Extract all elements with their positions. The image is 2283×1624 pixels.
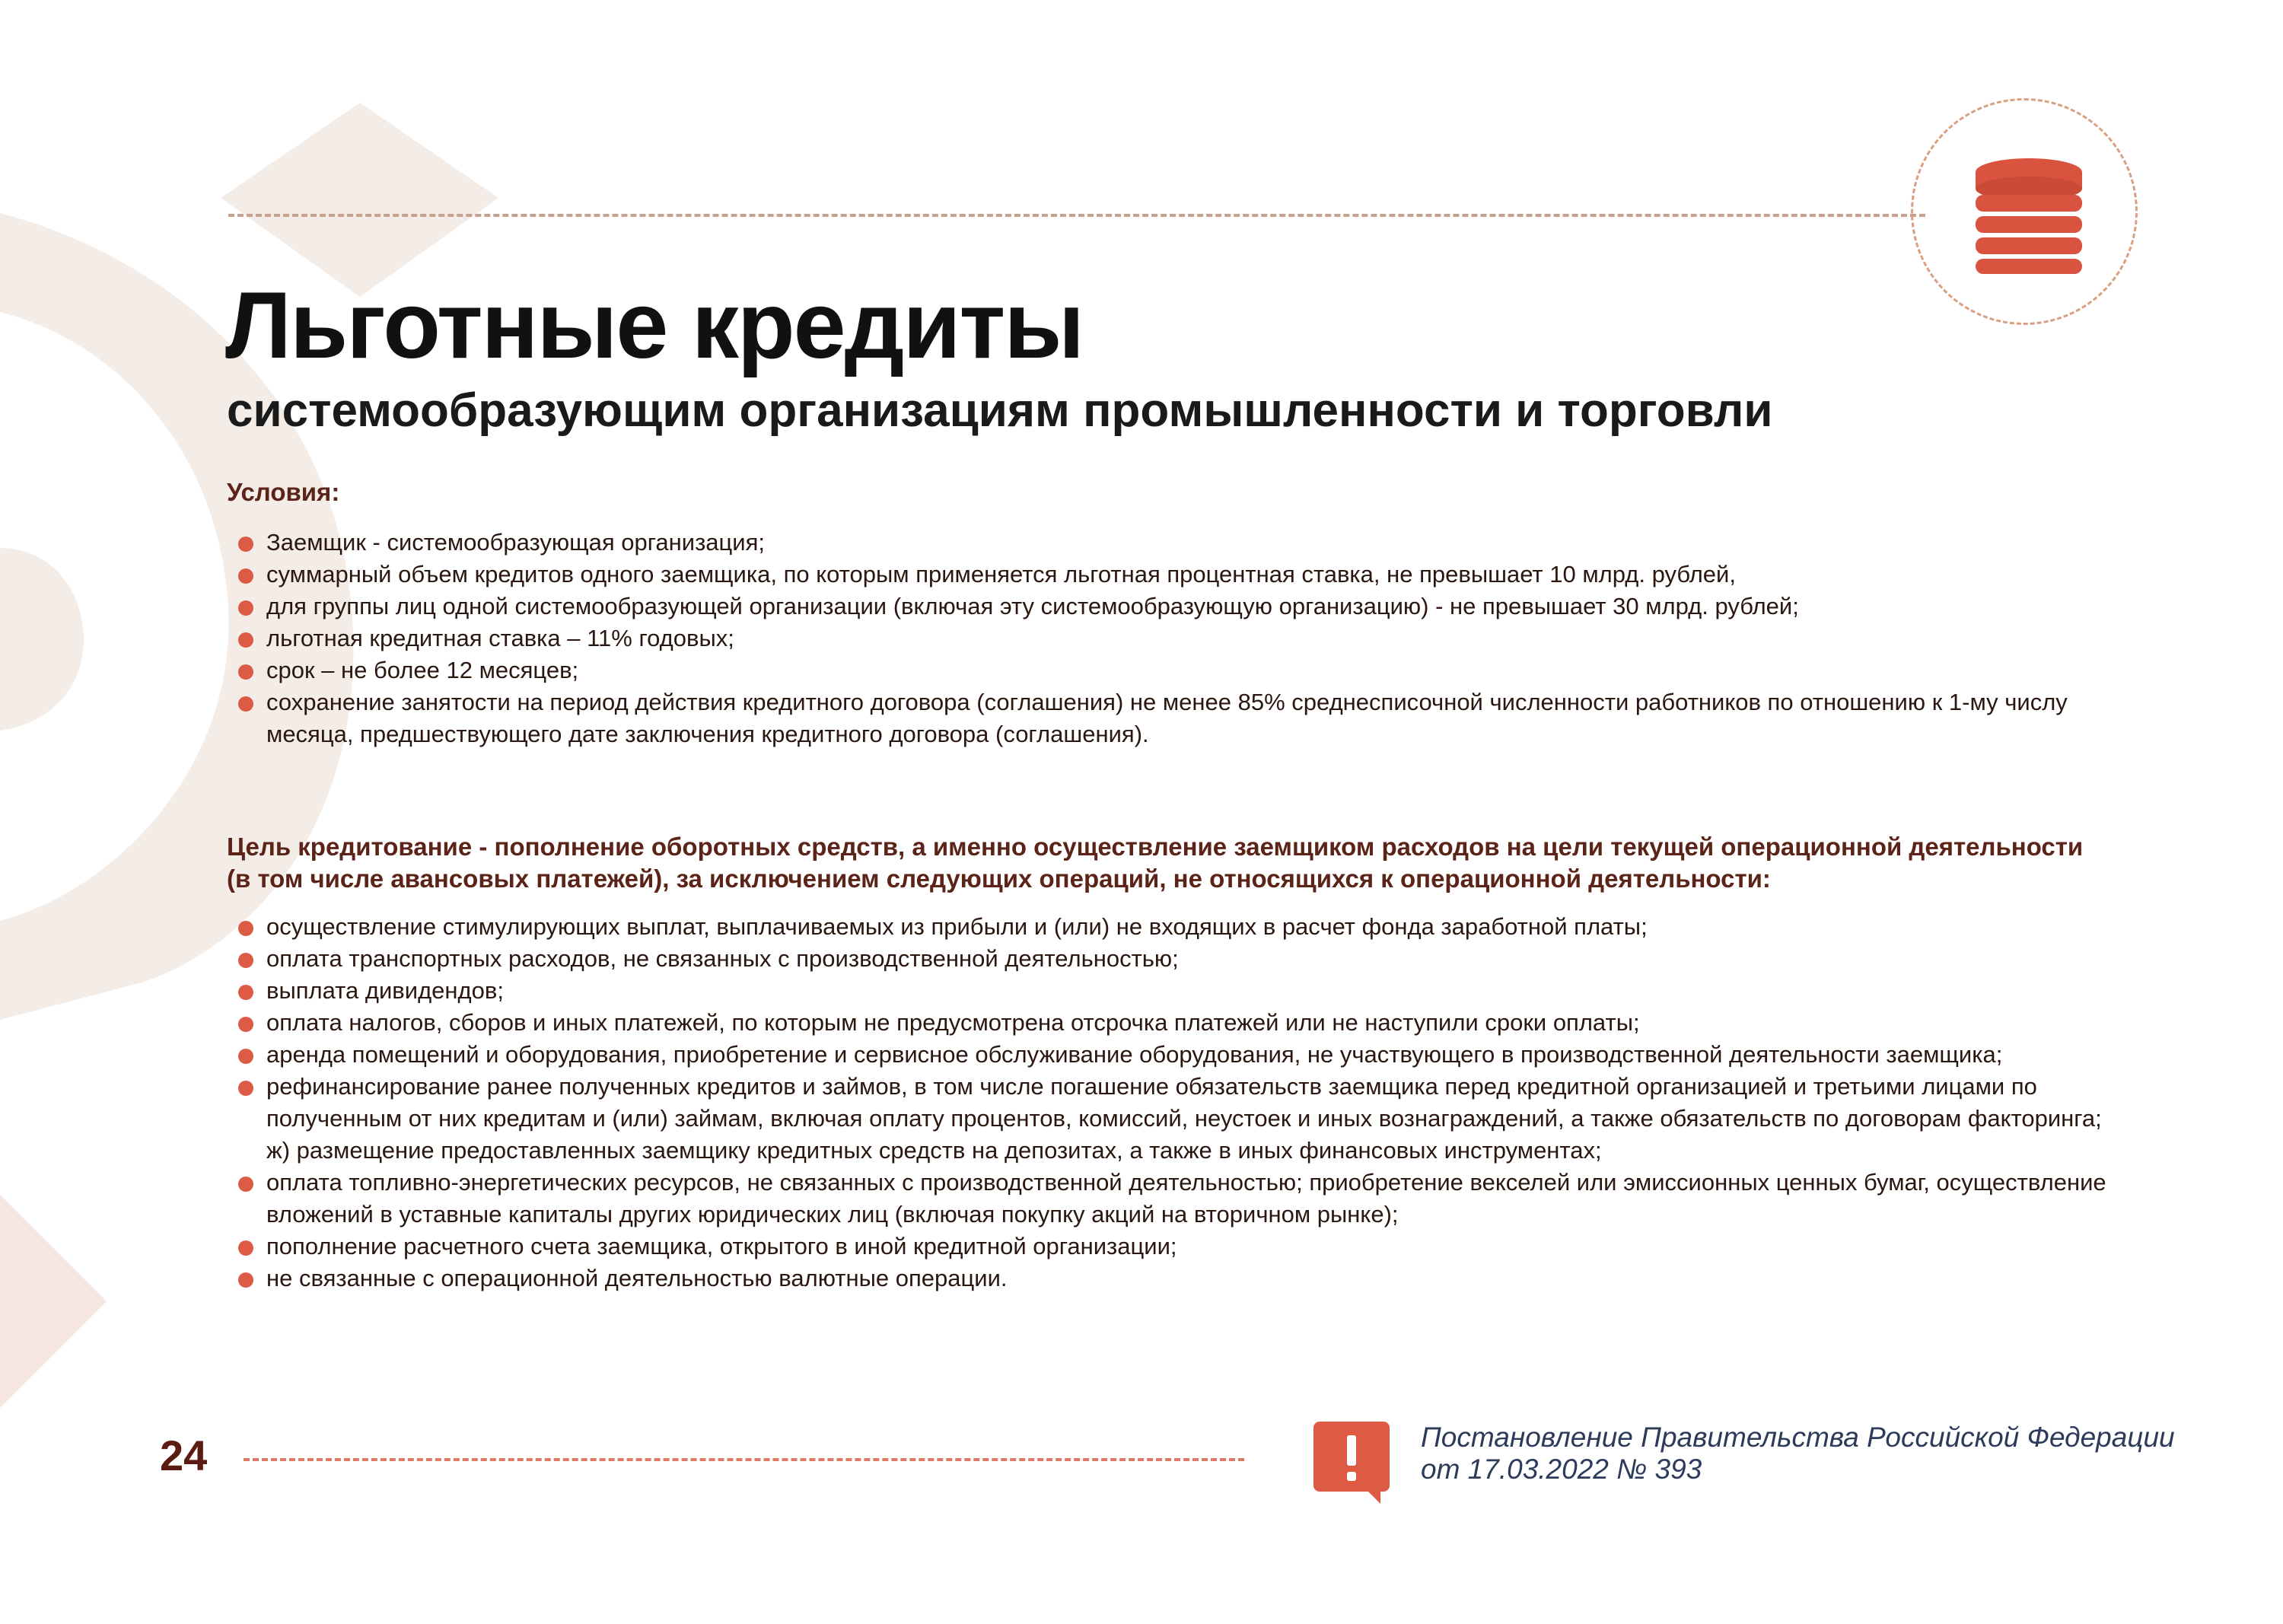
list-item — [238, 1039, 2125, 1071]
bullet-dot-icon — [238, 921, 253, 936]
list-item-text: срок – не более 12 месяцев; — [266, 657, 579, 683]
list-item-text: для группы лиц одной системообразующей организации (включая эту системообразующую организацию) - не превышает 30 млрд. рублей; — [266, 593, 1799, 619]
list-item — [238, 1167, 2125, 1231]
list-item — [238, 943, 2125, 975]
page-title: Льготные кредиты — [225, 273, 1084, 378]
bullet-dot-icon — [238, 568, 253, 584]
conditions-list — [238, 527, 2125, 750]
conditions-heading: Условия: — [227, 478, 340, 506]
list-item-text: выплата дивидендов; — [266, 977, 504, 1004]
list-item-text: суммарный объем кредитов одного заемщика, по которым применяется льготная процентная ставка, не превышает 10 млрд. рублей, — [266, 561, 1736, 588]
list-item — [238, 1231, 2125, 1263]
list-item-text: оплата транспортных расходов, не связанных с производственной деятельностью; — [266, 945, 1179, 972]
bullet-dot-icon — [238, 1017, 253, 1032]
list-item — [238, 911, 2125, 943]
list-item — [238, 623, 2125, 654]
list-item — [238, 1263, 2125, 1294]
header-dashed-line — [228, 214, 1925, 217]
bullet-dot-icon — [238, 1177, 253, 1192]
list-item-text: сохранение занятости на период действия кредитного договора (соглашения) не менее 85% среднесписочной численности работников по отношению к 1-му числу месяца, предшествующего дате заключения кредитного договора (соглашения). — [266, 689, 2068, 747]
page-number: 24 — [160, 1431, 208, 1479]
list-item-text: осуществление стимулирующих выплат, выплачиваемых из прибыли и (или) не входящих в расчет фонда заработной платы; — [266, 913, 1648, 940]
list-item — [238, 975, 2125, 1007]
bullet-dot-icon — [238, 696, 253, 712]
bullet-dot-icon — [238, 1240, 253, 1256]
list-item-text: пополнение расчетного счета заемщика, открытого в иной кредитной организации; — [266, 1233, 1177, 1259]
list-item-text: не связанные с операционной деятельностью валютные операции. — [266, 1265, 1008, 1291]
list-item-text: аренда помещений и оборудования, приобретение и сервисное обслуживание оборудования, не участвующего в производственной деятельности заемщика; — [266, 1041, 2003, 1068]
list-item — [238, 591, 2125, 623]
legal-reference: Постановление Правительства Российской Федерации от 17.03.2022 № 393 — [1421, 1422, 2175, 1485]
bullet-dot-icon — [238, 1049, 253, 1064]
list-item-text: рефинансирование ранее полученных кредитов и займов, в том числе погашение обязательств заемщика перед кредитной организацией и третьими лицами по полученным от них кредитам и (или) займам, включая оплату процентов, комиссий, неустоек и иных вознаграждений, а также обязательств по договорам факторинга; ж) размещение предоставленных заемщику кредитных средств на депозитах, а также в иных финансовых инструментах; — [266, 1073, 2102, 1164]
alert-icon — [1313, 1422, 1390, 1505]
bullet-dot-icon — [238, 953, 253, 968]
list-item — [238, 1007, 2125, 1039]
bullet-dot-icon — [238, 1272, 253, 1288]
list-item-text: оплата налогов, сборов и иных платежей, по которым не предусмотрена отсрочка платежей или не наступили сроки оплаты; — [266, 1009, 1640, 1036]
list-item — [238, 559, 2125, 591]
list-item-text: Заемщик - системообразующая организация; — [266, 529, 766, 556]
list-item-text: льготная кредитная ставка – 11% годовых; — [266, 625, 734, 651]
list-item — [238, 654, 2125, 686]
list-item — [238, 1071, 2125, 1167]
list-item — [238, 527, 2125, 559]
page-subtitle: системообразующим организациям промышленности и торговли — [227, 384, 1773, 437]
list-item — [238, 686, 2125, 750]
bullet-dot-icon — [238, 664, 253, 680]
list-item-text: оплата топливно-энергетических ресурсов, не связанных с производственной деятельностью; приобретение векселей или эмиссионных ценных бумаг, осуществление вложений в уставные капиталы других юридических лиц (включая покупку акций на вторичном рынке); — [266, 1169, 2106, 1228]
footer-dashed-line — [244, 1458, 1244, 1461]
bullet-dot-icon — [238, 985, 253, 1000]
coins-stack-icon — [1972, 155, 2086, 277]
bullet-dot-icon — [238, 600, 253, 616]
bullet-dot-icon — [238, 632, 253, 648]
bullet-dot-icon — [238, 1081, 253, 1096]
purpose-heading: Цель кредитование - пополнение оборотных средств, а именно осуществление заемщиком расходов на цели текущей операционной деятельности (в том числе авансовых платежей), за исключением следующих операций, не относящихся к операционной деятельности: — [227, 833, 2084, 893]
bullet-dot-icon — [238, 537, 253, 552]
exclusions-list — [238, 911, 2125, 1294]
